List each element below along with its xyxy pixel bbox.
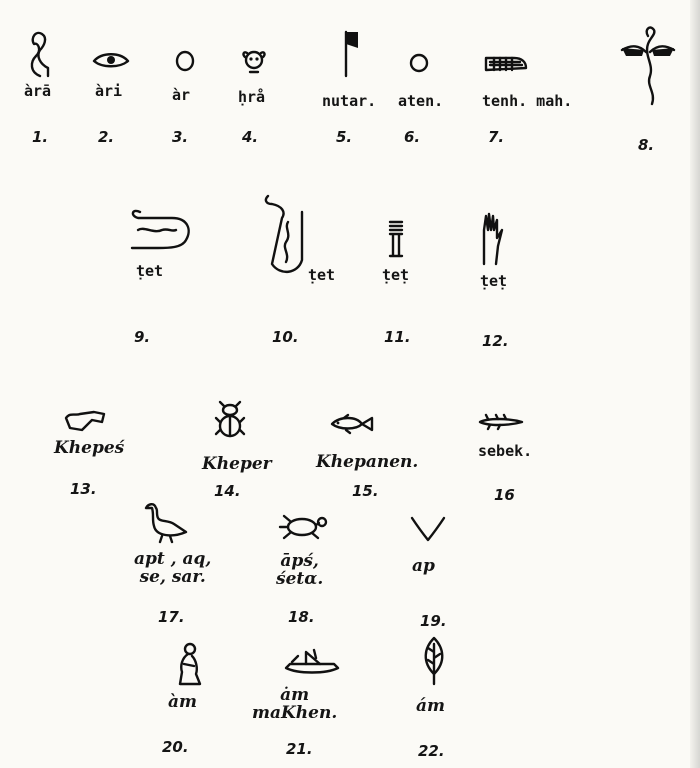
label-20: àm [168, 692, 198, 712]
label-10: ṭet [308, 266, 336, 284]
number-19: 19. [420, 612, 447, 630]
label-1: àrā [24, 82, 52, 100]
label-9: ṭet [136, 262, 164, 280]
label-2: àri [95, 82, 123, 100]
number-3: 3. [172, 128, 189, 146]
seated-figure-icon [172, 642, 204, 686]
number-15: 15. [352, 482, 379, 500]
label-14: Kheper [202, 454, 272, 474]
uraeus-icon [26, 28, 52, 78]
eye-icon [92, 50, 130, 72]
number-4: 4. [242, 128, 259, 146]
oval-icon [174, 50, 196, 72]
djed-pillar-icon [386, 218, 406, 260]
number-1: 1. [32, 128, 49, 146]
label-16: sebek. [478, 442, 533, 460]
number-5: 5. [336, 128, 353, 146]
number-21: 21. [286, 740, 313, 758]
goose-icon [144, 500, 190, 544]
label-19: ap [412, 556, 435, 576]
leaf-icon [420, 636, 448, 686]
label-18: āpś, śetα. [276, 551, 324, 589]
serpent-in-enclosure-icon [128, 206, 194, 252]
number-22: 22. [418, 742, 445, 760]
label-3: àr [172, 86, 191, 104]
winged-serpent-icon [618, 22, 678, 108]
horns-icon [410, 514, 446, 544]
wing-icon [484, 54, 528, 76]
number-14: 14. [214, 482, 241, 500]
fish-icon [328, 414, 374, 434]
number-17: 17. [158, 608, 185, 626]
serpent-upright-enclosure-icon [262, 194, 308, 276]
label-15: Khepanen. [316, 452, 419, 472]
number-11: 11. [384, 328, 411, 346]
number-10: 10. [272, 328, 299, 346]
scarab-icon [214, 400, 246, 440]
page-edge [690, 0, 700, 768]
label-11: ṭeṭ [382, 266, 410, 284]
foreleg-icon [64, 408, 110, 434]
crocodile-icon [478, 414, 524, 430]
label-6: aten. [398, 92, 444, 110]
label-7: tenh. mah. [482, 92, 573, 110]
label-21: ȧm maKhen. [252, 685, 338, 723]
face-icon [240, 48, 268, 78]
number-7: 7. [488, 128, 505, 146]
number-18: 18. [288, 608, 315, 626]
number-2: 2. [98, 128, 115, 146]
flag-icon [340, 30, 362, 80]
number-9: 9. [134, 328, 151, 346]
boat-icon [284, 648, 340, 676]
hand-icon [478, 210, 506, 266]
label-5: nutar. [322, 92, 377, 110]
label-13: Khepeś [54, 438, 125, 458]
label-22: ám [416, 696, 446, 716]
label-12: ṭeṭ [480, 272, 508, 290]
number-6: 6. [404, 128, 421, 146]
number-12: 12. [482, 332, 509, 350]
number-13: 13. [70, 480, 97, 498]
number-8: 8. [638, 136, 655, 154]
disk-icon [408, 52, 430, 74]
label-4: ḥrå [238, 88, 266, 106]
label-17: apt , aq, se, sar. [134, 549, 212, 587]
number-20: 20. [162, 738, 189, 756]
turtle-icon [278, 512, 328, 542]
number-16: 16 [494, 486, 515, 504]
